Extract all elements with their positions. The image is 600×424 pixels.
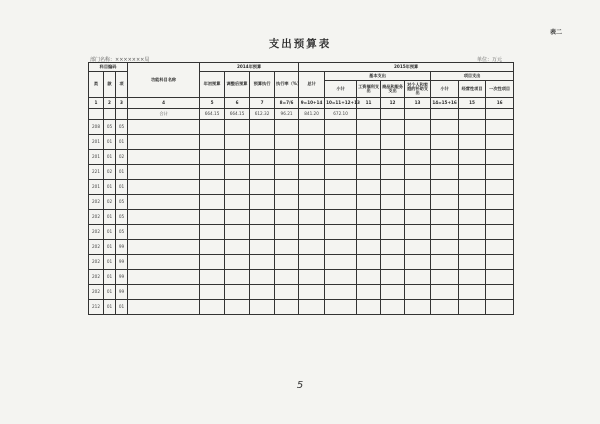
cell-c9 [299, 150, 325, 165]
header-2014: 2014年预算 [200, 63, 299, 72]
cell-c11 [357, 135, 381, 150]
cell-c5: 664.15 [200, 109, 225, 120]
cell-c9 [299, 180, 325, 195]
cell-c11 [357, 165, 381, 180]
cell-lei: 202 [89, 285, 104, 300]
cell-c6 [225, 210, 250, 225]
cell-name [128, 180, 200, 195]
cell-c8 [275, 165, 299, 180]
cell-xiang: 05 [116, 225, 128, 240]
cell-xiang: 01 [116, 300, 128, 315]
cell-c13 [405, 120, 431, 135]
table-row [89, 255, 514, 270]
table-row [89, 165, 514, 180]
cell-c10 [325, 195, 357, 210]
cell-c15 [459, 285, 486, 300]
cell-c8 [275, 195, 299, 210]
cell-c6 [225, 285, 250, 300]
cell-c12 [381, 195, 405, 210]
cell-c11 [357, 225, 381, 240]
cell-c15 [459, 210, 486, 225]
cell-c16 [486, 165, 514, 180]
cell-name [128, 120, 200, 135]
cell-c14 [431, 270, 459, 285]
cell-c5 [200, 255, 225, 270]
header-2015: 2015年预算 [299, 63, 514, 72]
cell-name [128, 240, 200, 255]
cell-kuan: 02 [104, 165, 116, 180]
cell-c15 [459, 180, 486, 195]
cell-c13 [405, 180, 431, 195]
cell-c9 [299, 285, 325, 300]
cell-c8 [275, 240, 299, 255]
cell-c15 [459, 165, 486, 180]
cell-c11 [357, 109, 381, 120]
cell-c10 [325, 150, 357, 165]
cell-c7 [250, 135, 275, 150]
cell-xiang: 99 [116, 255, 128, 270]
table-row [89, 210, 514, 225]
cell-name [128, 285, 200, 300]
cell-c12 [381, 255, 405, 270]
cell-c9 [299, 195, 325, 210]
cell-c16 [486, 270, 514, 285]
cell-c5 [200, 240, 225, 255]
cell-c9 [299, 135, 325, 150]
cell-c9 [299, 225, 325, 240]
cell-c14 [431, 210, 459, 225]
cell-c13 [405, 270, 431, 285]
cell-name [128, 270, 200, 285]
cell-xiang: 01 [116, 180, 128, 195]
cell-kuan: 02 [104, 195, 116, 210]
header-basic-subtotal: 小计 [325, 81, 357, 98]
cell-c16 [486, 135, 514, 150]
cell-c15 [459, 135, 486, 150]
cell-c12 [381, 210, 405, 225]
cell-c7 [250, 195, 275, 210]
cell-c8 [275, 180, 299, 195]
cell-c13 [405, 135, 431, 150]
cell-name [128, 150, 200, 165]
cell-c6 [225, 120, 250, 135]
cell-c11 [357, 195, 381, 210]
header-individual: 对个人和家庭的补助支出 [405, 81, 431, 98]
cell-c11 [357, 210, 381, 225]
cell-c13 [405, 165, 431, 180]
cell-c5 [200, 225, 225, 240]
table-row [89, 225, 514, 240]
cell-lei: 202 [89, 255, 104, 270]
cell-c14 [431, 285, 459, 300]
cell-c8 [275, 210, 299, 225]
cell-c13 [405, 109, 431, 120]
budget-table [88, 62, 514, 315]
unit-label: 单位：万元 [476, 57, 502, 63]
page-title: 支出预算表 [268, 38, 332, 50]
cell-c14 [431, 180, 459, 195]
cell-c15 [459, 240, 486, 255]
cell-c14 [431, 255, 459, 270]
cell-lei: 201 [89, 180, 104, 195]
cell-c7 [250, 255, 275, 270]
header-executed: 预算执行 [250, 72, 275, 98]
cell-c16 [486, 180, 514, 195]
cell-c14 [431, 120, 459, 135]
cell-c6 [225, 135, 250, 150]
cell-c16 [486, 120, 514, 135]
cell-c14 [431, 300, 459, 315]
cell-c12 [381, 285, 405, 300]
cell-c9 [299, 270, 325, 285]
cell-lei: 202 [89, 210, 104, 225]
cell-kuan: 01 [104, 135, 116, 150]
cell-kuan: 01 [104, 285, 116, 300]
table-row [89, 150, 514, 165]
cell-xiang: 01 [116, 165, 128, 180]
index-row: 1 2 3 4 5 6 7 8=7/6 9=10+14 10=11+12+13 11 12 13 14=15+16 15 16 [89, 98, 514, 109]
cell-c15 [459, 120, 486, 135]
cell-lei: 212 [89, 300, 104, 315]
cell-c11 [357, 270, 381, 285]
cell-c12 [381, 270, 405, 285]
cell-c7 [250, 225, 275, 240]
cell-xiang: 02 [116, 150, 128, 165]
cell-c15 [459, 300, 486, 315]
cell-lei: 221 [89, 165, 104, 180]
cell-c14 [431, 135, 459, 150]
cell-kuan: 01 [104, 270, 116, 285]
cell-c7 [250, 285, 275, 300]
cell-name [128, 165, 200, 180]
cell-c13 [405, 195, 431, 210]
cell-c10 [325, 225, 357, 240]
cell-xiang: 05 [116, 210, 128, 225]
cell-c12 [381, 180, 405, 195]
header-onetime: 一次性项目 [486, 81, 514, 98]
cell-c5 [200, 165, 225, 180]
cell-c10 [325, 165, 357, 180]
cell-c15 [459, 109, 486, 120]
cell-c10: 672.10 [325, 109, 357, 120]
cell-c8 [275, 300, 299, 315]
cell-c5 [200, 195, 225, 210]
cell-lei: 202 [89, 195, 104, 210]
cell-c6 [225, 240, 250, 255]
cell-c7 [250, 180, 275, 195]
cell-c12 [381, 109, 405, 120]
cell-c15 [459, 150, 486, 165]
cell-c6 [225, 255, 250, 270]
header-basic: 基本支出 [325, 72, 431, 81]
table-row [89, 109, 514, 120]
cell-c9 [299, 120, 325, 135]
cell-c12 [381, 240, 405, 255]
cell-c16 [486, 225, 514, 240]
cell-c9 [299, 240, 325, 255]
cell-lei: 208 [89, 120, 104, 135]
header-project: 项目支出 [431, 72, 514, 81]
cell-c16 [486, 195, 514, 210]
cell-c10 [325, 270, 357, 285]
cell-c8 [275, 255, 299, 270]
header-subject-code: 科目编码 [89, 63, 128, 72]
cell-c9 [299, 300, 325, 315]
cell-c10 [325, 285, 357, 300]
header-xiang: 项 [116, 72, 128, 98]
cell-xiang [116, 109, 128, 120]
cell-xiang: 99 [116, 240, 128, 255]
cell-c15 [459, 225, 486, 240]
table-row [89, 240, 514, 255]
cell-c5 [200, 150, 225, 165]
cell-c11 [357, 285, 381, 300]
cell-name [128, 195, 200, 210]
cell-c13 [405, 255, 431, 270]
cell-xiang: 99 [116, 285, 128, 300]
cell-c6 [225, 180, 250, 195]
cell-c8 [275, 270, 299, 285]
table-row [89, 120, 514, 135]
cell-c16 [486, 255, 514, 270]
cell-name: 合计 [128, 109, 200, 120]
cell-name [128, 210, 200, 225]
cell-c10 [325, 135, 357, 150]
header-project-subtotal: 小计 [431, 81, 459, 98]
cell-c8 [275, 150, 299, 165]
cell-kuan: 01 [104, 180, 116, 195]
cell-c8: 96.21 [275, 109, 299, 120]
cell-kuan: 05 [104, 120, 116, 135]
cell-c7: 612.32 [250, 109, 275, 120]
cell-c16 [486, 109, 514, 120]
cell-c6 [225, 150, 250, 165]
cell-c13 [405, 150, 431, 165]
department-name: 部门名称：×××××××局 [90, 57, 150, 63]
cell-name [128, 300, 200, 315]
cell-c13 [405, 285, 431, 300]
header-total: 总计 [299, 72, 325, 98]
cell-kuan [104, 109, 116, 120]
page-number: 5 [296, 380, 304, 391]
cell-c6 [225, 300, 250, 315]
cell-c12 [381, 135, 405, 150]
cell-xiang: 05 [116, 120, 128, 135]
header-func-name: 功能科目名称 [128, 63, 200, 98]
header-annual: 年初预算 [200, 72, 225, 98]
header-wages: 工资福利支出 [357, 81, 381, 98]
cell-lei: 202 [89, 225, 104, 240]
cell-c12 [381, 120, 405, 135]
cell-kuan: 01 [104, 300, 116, 315]
cell-c10 [325, 210, 357, 225]
cell-xiang: 05 [116, 195, 128, 210]
cell-c15 [459, 270, 486, 285]
cell-c9 [299, 165, 325, 180]
cell-c7 [250, 150, 275, 165]
cell-c11 [357, 120, 381, 135]
cell-c16 [486, 240, 514, 255]
cell-c5 [200, 285, 225, 300]
cell-c7 [250, 300, 275, 315]
cell-lei: 201 [89, 135, 104, 150]
header-operational: 经营性项目 [459, 81, 486, 98]
cell-name [128, 255, 200, 270]
cell-c8 [275, 285, 299, 300]
table-row [89, 135, 514, 150]
cell-c11 [357, 150, 381, 165]
cell-c6 [225, 270, 250, 285]
header-exec-rate: 执行率（%） [275, 72, 299, 98]
cell-c11 [357, 180, 381, 195]
table-row [89, 285, 514, 300]
cell-c6 [225, 165, 250, 180]
cell-kuan: 01 [104, 210, 116, 225]
cell-c11 [357, 240, 381, 255]
cell-c10 [325, 180, 357, 195]
cell-c14 [431, 240, 459, 255]
cell-c10 [325, 240, 357, 255]
cell-c12 [381, 300, 405, 315]
cell-c9 [299, 255, 325, 270]
table-row [89, 180, 514, 195]
cell-lei: 202 [89, 270, 104, 285]
cell-c14 [431, 165, 459, 180]
cell-c10 [325, 255, 357, 270]
cell-name [128, 225, 200, 240]
table-row [89, 300, 514, 315]
cell-c14 [431, 195, 459, 210]
cell-c7 [250, 270, 275, 285]
cell-c8 [275, 225, 299, 240]
cell-c5 [200, 210, 225, 225]
cell-c14 [431, 150, 459, 165]
cell-c8 [275, 135, 299, 150]
table-row [89, 270, 514, 285]
cell-c7 [250, 240, 275, 255]
cell-c5 [200, 135, 225, 150]
cell-c9: 841.20 [299, 109, 325, 120]
cell-c13 [405, 225, 431, 240]
cell-c16 [486, 150, 514, 165]
cell-c5 [200, 120, 225, 135]
cell-c16 [486, 285, 514, 300]
cell-c8 [275, 120, 299, 135]
cell-c5 [200, 180, 225, 195]
cell-kuan: 01 [104, 255, 116, 270]
cell-c7 [250, 210, 275, 225]
cell-c9 [299, 210, 325, 225]
cell-c12 [381, 225, 405, 240]
cell-lei: 201 [89, 150, 104, 165]
cell-c6 [225, 225, 250, 240]
cell-c13 [405, 210, 431, 225]
cell-kuan: 01 [104, 150, 116, 165]
header-adjusted: 调整后预算 [225, 72, 250, 98]
cell-c14 [431, 109, 459, 120]
cell-c5 [200, 300, 225, 315]
cell-c10 [325, 120, 357, 135]
cell-c13 [405, 300, 431, 315]
cell-c13 [405, 240, 431, 255]
cell-c16 [486, 300, 514, 315]
cell-c6: 664.15 [225, 109, 250, 120]
header-goods: 商品和服务支出 [381, 81, 405, 98]
cell-name [128, 135, 200, 150]
cell-c11 [357, 300, 381, 315]
cell-c15 [459, 255, 486, 270]
cell-c10 [325, 300, 357, 315]
cell-c14 [431, 225, 459, 240]
cell-kuan: 01 [104, 240, 116, 255]
cell-xiang: 01 [116, 135, 128, 150]
cell-c15 [459, 195, 486, 210]
cell-c7 [250, 165, 275, 180]
cell-kuan: 01 [104, 225, 116, 240]
cell-c12 [381, 165, 405, 180]
table-number: 表二 [549, 29, 562, 36]
cell-c6 [225, 195, 250, 210]
cell-c12 [381, 150, 405, 165]
cell-c7 [250, 120, 275, 135]
cell-c5 [200, 270, 225, 285]
table-row [89, 195, 514, 210]
cell-lei: 202 [89, 240, 104, 255]
cell-c11 [357, 255, 381, 270]
header-lei: 类 [89, 72, 104, 98]
cell-c16 [486, 210, 514, 225]
cell-lei [89, 109, 104, 120]
header-kuan: 款 [104, 72, 116, 98]
cell-xiang: 99 [116, 270, 128, 285]
